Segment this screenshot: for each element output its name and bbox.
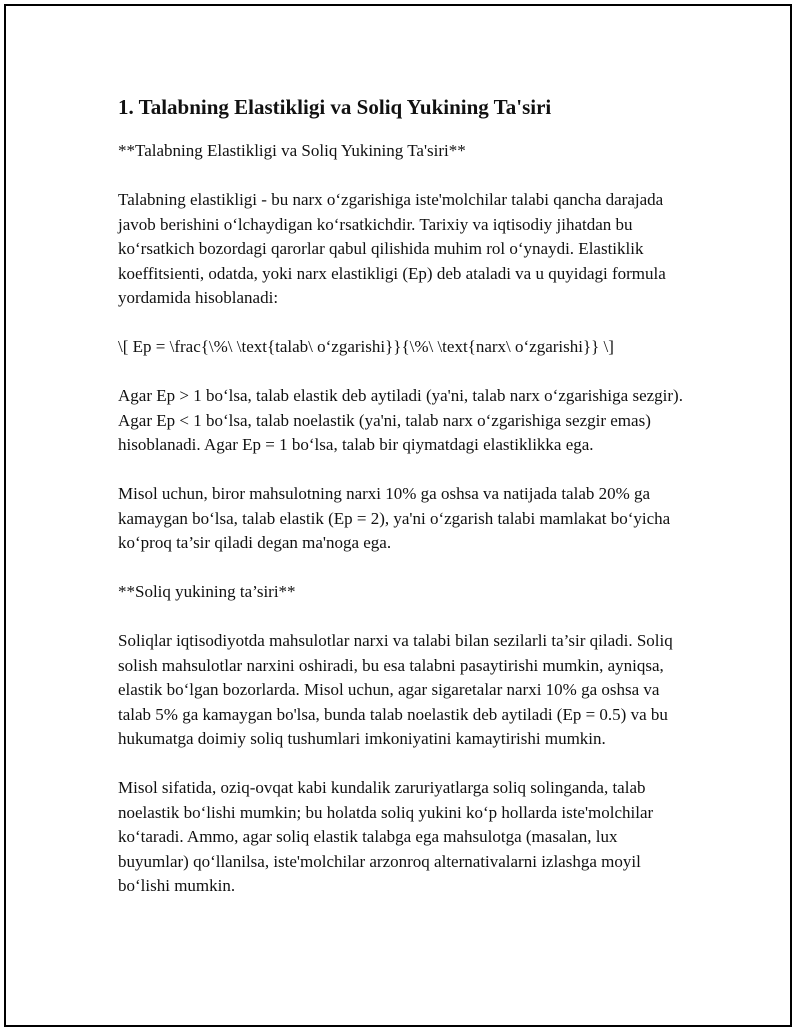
section-subheading-tax-burden: **Soliq yukining ta’siri** [118, 582, 296, 601]
paragraph-spacer [118, 605, 688, 630]
paragraph-spacer [118, 752, 688, 777]
paragraph-elasticity-definition: Talabning elastikligi - bu narx o‘zgarishiga iste'molchilar talabi qancha darajada javob berishini o‘lchaydigan ko‘rsatkichdir. Tarixiy va iqtisodiy jihatdan bu ko‘rsatkich bozordagi qarorlar qabul qilishida muhim rol o‘ynaydi. Elastiklik koeffitsienti, odatda, yoki narx elastikligi (Ep) deb ataladi va u quyidagi formula yordamida hisoblanadi: [118, 190, 666, 307]
paragraph-spacer [118, 311, 688, 336]
paragraph-tax-effect: Soliqlar iqtisodiyotda mahsulotlar narxi va talabi bilan sezilarli ta’sir qiladi. Soliq solish mahsulotlar narxini oshiradi, bu esa talabni pasaytirishi mumkin, ayniqsa, elastik bo‘lgan bozorlarda. Misol uchun, agar sigaretalar narxi 10% ga oshsa va talab 5% ga kamaygan bo'lsa, bunda talab noelastik deb aytiladi (Ep = 0.5) va bu hukumatga doimiy soliq tushumlari imkoniyatini kamaytirishi mumkin. [118, 631, 673, 748]
paragraph-spacer [118, 556, 688, 581]
paragraph-elasticity-example: Misol uchun, biror mahsulotning narxi 10% ga oshsa va natijada talab 20% ga kamaygan bo‘lsa, talab elastik (Ep = 2), ya'ni o‘zgarish talabi mamlakat bo‘yicha ko‘proq ta’sir qiladi degan ma'noga ega. [118, 484, 671, 552]
document-subheading: **Talabning Elastikligi va Soliq Yukining Ta'siri** [118, 141, 466, 160]
paragraph-tax-example: Misol sifatida, oziq-ovqat kabi kundalik zaruriyatlarga soliq solinganda, talab noelastik bo‘lishi mumkin; bu holatda soliq yukini ko‘p hollarda iste'molchilar ko‘taradi. Ammo, agar soliq elastik talabga ega mahsulotga (masalan, lux buyumlar) qo‘llanilsa, iste'molchilar arzonroq alternativalarni izlashga moyil bo‘lishi mumkin. [118, 778, 654, 895]
paragraph-formula: \[ Ep = \frac{\%\ \text{talab\ o‘zgarishi}}{\%\ \text{narx\ o‘zgarishi}} \] [118, 337, 614, 356]
paragraph-elasticity-cases: Agar Ep > 1 bo‘lsa, talab elastik deb aytiladi (ya'ni, talab narx o‘zgarishiga sezgir). Agar Ep < 1 bo‘lsa, talab noelastik (ya'ni, talab narx o‘zgarishiga sezgir emas) hisoblanadi. Agar Ep = 1 bo‘lsa, talab bir qiymatdagi elastiklikka ega. [118, 386, 683, 454]
paragraph-spacer [118, 360, 688, 385]
document-heading: 1. Talabning Elastikligi va Soliq Yukining Ta'siri [118, 95, 552, 119]
paragraph-spacer [118, 458, 688, 483]
paragraph-spacer [118, 164, 688, 189]
document-body [118, 94, 688, 899]
